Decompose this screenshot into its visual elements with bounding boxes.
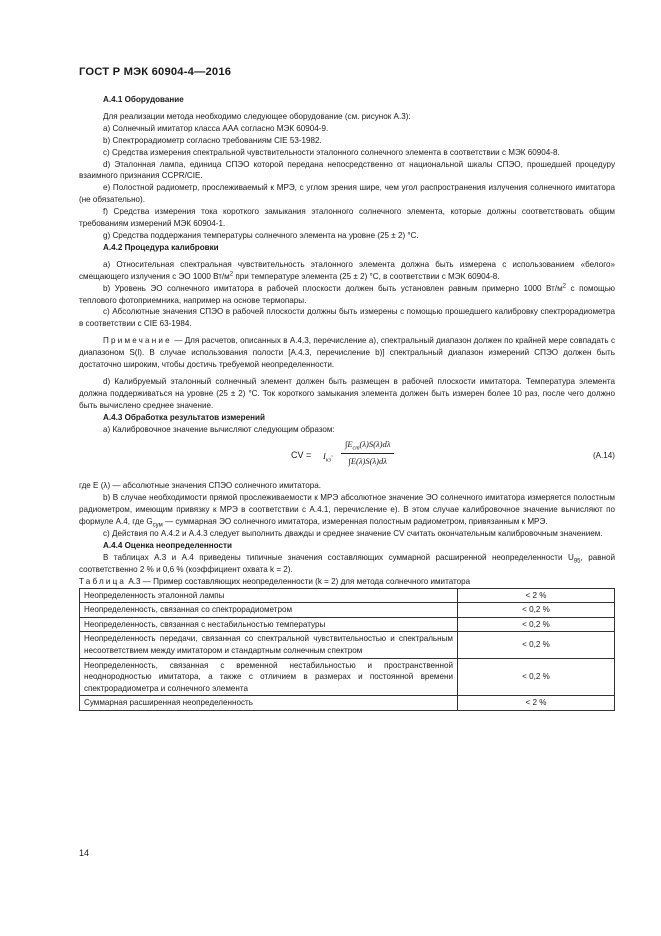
table-row	[80, 603, 615, 618]
table-cell-description: Суммарная расширенная неопределенность	[80, 696, 458, 711]
list-item: f) Средства измерения тока короткого замыкания эталонного солнечного элемента, которые должны соответствовать общим требованиям измерений МЭК 60904-1.	[79, 207, 615, 229]
paragraph: Для реализации метода необходимо следующее оборудование (см. рисунок А.3):	[103, 111, 411, 121]
table-cell-description: Неопределенность, связанная со спектрорадиометром	[80, 603, 458, 618]
table-cell-value: < 0,2 %	[458, 658, 615, 696]
paragraph: где E (λ) — абсолютные значения СПЭО солнечного имитатора.	[79, 481, 321, 491]
list-item: а) Калибровочное значение вычисляют следующим образом:	[103, 424, 335, 434]
table-cell-value: < 0,2 %	[458, 603, 615, 618]
list-item: с) Действия по А.4.2 и А.4.3 следует выполнить дважды и среднее значение CV считать окончательным калибровочным значением.	[103, 529, 603, 539]
page-number: 14	[79, 848, 90, 858]
table-row	[80, 617, 615, 632]
list-item: с) Абсолютные значения СПЭО в рабочей плоскости должны быть измерены с помощью прошедшего калибровку спектрорадиометра в соответствии с CIE 63-1984.	[79, 307, 615, 329]
formula-a14	[79, 438, 615, 478]
formula-lhs: CV =	[291, 450, 312, 461]
note-label: Примечание	[103, 336, 172, 346]
table-cell-value: < 0,2 %	[458, 617, 615, 632]
section-heading-a41: А.4.1 Оборудование	[103, 95, 184, 104]
table-cell-value: < 2 %	[458, 696, 615, 711]
table-cell-description: Неопределенность эталонной лампы	[80, 588, 458, 603]
uncertainty-table	[79, 588, 615, 711]
list-item: g) Средства поддержания температуры солнечного элемента на уровне (25 ± 2) °C.	[103, 230, 419, 240]
section-heading-a43: А.4.3 Обработка результатов измерений	[103, 412, 265, 422]
list-item: а) Относительная спектральная чувствительность эталонного элемента должна быть измерена с использованием «белого» смещающего излучения с ЭО 1000 $Вт/м^2$ при температуре элемента (25 ± 2) °C, в соответствии с МЭК 60904-8.	[79, 259, 615, 281]
table-caption: Таблица А.3 — Пример составляющих неопределенности (k = 2) для метода солнечного имитатора	[79, 576, 471, 586]
table-cell-value: < 2 %	[458, 588, 615, 603]
table-row	[80, 658, 615, 696]
table-row	[80, 588, 615, 603]
list-item: е) Полостной радиометр, прослеживаемый к МРЭ, с углом зрения шире, чем угол распространения излучения солнечного имитатора (не обязательно).	[79, 183, 615, 205]
list-item: d) Эталонная лампа, единица СПЭО которой передана непосредственно от национальной шкалы СПЭО, прошедшей процедуру взаимного признания CCPR/CIE.	[79, 159, 615, 181]
section-heading-a44: А.4.4 Оценка неопределенности	[103, 541, 232, 550]
list-item: b) Спектрорадиометр согласно требованиям CIE 53-1982.	[103, 135, 322, 145]
formula-number: (А.14)	[592, 451, 615, 461]
table-cell-value: < 0,2 %	[458, 632, 615, 658]
formula-isc: $I_{кз}\cdot$	[323, 451, 334, 465]
table-cell-description: Неопределенность, связанная с временной нестабильностью и пространственной неоднородностью имитатора, а также с отличием в размерах и постоянной времени спектрорадиометра и солнечного элемента	[80, 658, 458, 696]
formula-numerator: $\int E_{ст}(\lambda)S(\lambda)d\lambda$	[341, 439, 394, 454]
table-row	[80, 632, 615, 658]
note: Примечание — Для расчетов, описанных в А.4.3, перечисление а), спектральный диапазон должен по крайней мере совпадать с диапазоном S(l). В случае использования полости [А.4.3, перечисление b)] спектральный диапазон измерений СПЭО должен быть достаточно широким, чтобы достичь требуемой неопределенности.	[79, 336, 615, 370]
list-item: с) Средства измерения спектральной чувствительности эталонного солнечного элемента в соответствии с МЭК 60904-8.	[103, 147, 560, 157]
paragraph: В таблицах А.3 и А.4 приведены типичные значения составляющих суммарной расширенной неопределенности $U_{95}$, равной соответственно 2 % и 0,6 % (коэффициент охвата k = 2).	[79, 552, 615, 574]
list-item: b) Уровень ЭО солнечного имитатора в рабочей плоскости должен быть установлен равным примерно 1000 $Вт/м^2$ с помощью теплового фотоприемника, например на основе термопары.	[79, 282, 615, 305]
table-cell-description: Неопределенность, связанная с нестабильностью температуры	[80, 617, 458, 632]
page-header: ГОСТ Р МЭК 60904-4—2016	[79, 66, 232, 78]
section-heading-a42: А.4.2 Процедура калибровки	[103, 242, 219, 252]
list-item: а) Солнечный имитатор класса ААА согласно МЭК 60904-9.	[103, 123, 329, 133]
document-body	[79, 94, 615, 711]
formula-fraction	[341, 439, 394, 468]
table-cell-description: Неопределенность передачи, связанная со спектральной чувствительностью и спектральным несоответствием между имитатором и стандартным солнечным спектром	[80, 632, 458, 658]
list-item: d) Калибруемый эталонный солнечный элемент должен быть размещен в рабочей плоскости имитатора. Температура элемента должна поддерживаться на уровне (25 ± 2) °C. Ток короткого замыкания элемента должен быть измерен более 10 раз, после чего должно быть вычислено среднее значение.	[79, 376, 615, 410]
list-item: b) В случае необходимости прямой прослеживаемости к МРЭ абсолютное значение ЭО солнечного имитатора измеряется полостным радиометром, имеющим привязку к МРЭ в соответствии с А.4.1, перечисление е). В этом случае калибровочное значение вычисляют по формуле А.4, где $G_{сум}$ — суммарная ЭО солнечного имитатора, измеренная полостным радиометром, привязанным к МРЭ.	[79, 493, 615, 529]
formula-denominator: ∫E(λ)S(λ)dλ	[348, 456, 387, 467]
table-row	[80, 696, 615, 711]
